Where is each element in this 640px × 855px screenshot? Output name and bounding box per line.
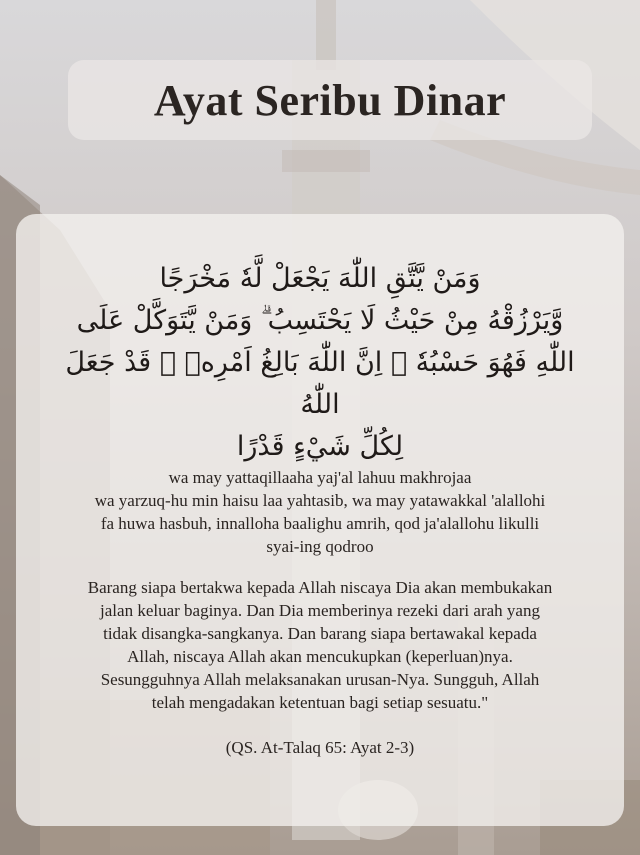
transliteration-line: fa huwa hasbuh, innalloha baalighu amrih, qod ja'alallohu likulli [100, 514, 540, 533]
page-title: Ayat Seribu Dinar [153, 75, 507, 125]
translation-line: Sesungguhnya Allah melaksanakan urusan-Nya. Sungguh, Allah [100, 670, 540, 689]
title-card [68, 60, 592, 140]
translation-line: jalan keluar baginya. Dan Dia memberinya rezeki dari arah yang [100, 601, 540, 620]
arabic-line: وَمَنْ يَّتَّقِ اللّٰهَ يَجْعَلْ لَّهٗ مَخْرَجًا [159, 263, 481, 294]
arabic-verse [56, 258, 584, 468]
translation-line: tidak disangka-sangkanya. Dan barang siapa bertawakal kepada [103, 624, 537, 643]
translation [36, 576, 604, 714]
transliteration-line: syai-ing qodroo [266, 537, 374, 556]
transliteration [36, 466, 604, 558]
translation-line: Allah, niscaya Allah akan mencukupkan (keperluan)nya. [127, 647, 513, 666]
arabic-line: اللّٰهِ فَهُوَ حَسْبُهٗ ۗ اِنَّ اللّٰهَ بَالِغُ اَمْرِهٖ ۗ قَدْ جَعَلَ اللّٰهُ [65, 347, 575, 420]
translation-line: telah mengadakan ketentuan bagi setiap sesuatu." [151, 693, 489, 712]
transliteration-line: wa may yattaqillaaha yaj'al lahuu makhrojaa [168, 468, 472, 487]
arabic-line: لِكُلِّ شَيْءٍ قَدْرًا [236, 431, 404, 462]
transliteration-line: wa yarzuq-hu min haisu laa yahtasib, wa may yatawakkal 'alallohi [94, 491, 546, 510]
verse-card [16, 214, 624, 826]
translation-line: Barang siapa bertakwa kepada Allah niscaya Dia akan membukakan [87, 578, 553, 597]
arabic-line: وَّيَرْزُقْهُ مِنْ حَيْثُ لَا يَحْتَسِبُ ۗ وَمَنْ يَّتَوَكَّلْ عَلَى [76, 305, 564, 336]
verse-source: (QS. At-Talaq 65: Ayat 2-3) [225, 738, 415, 757]
